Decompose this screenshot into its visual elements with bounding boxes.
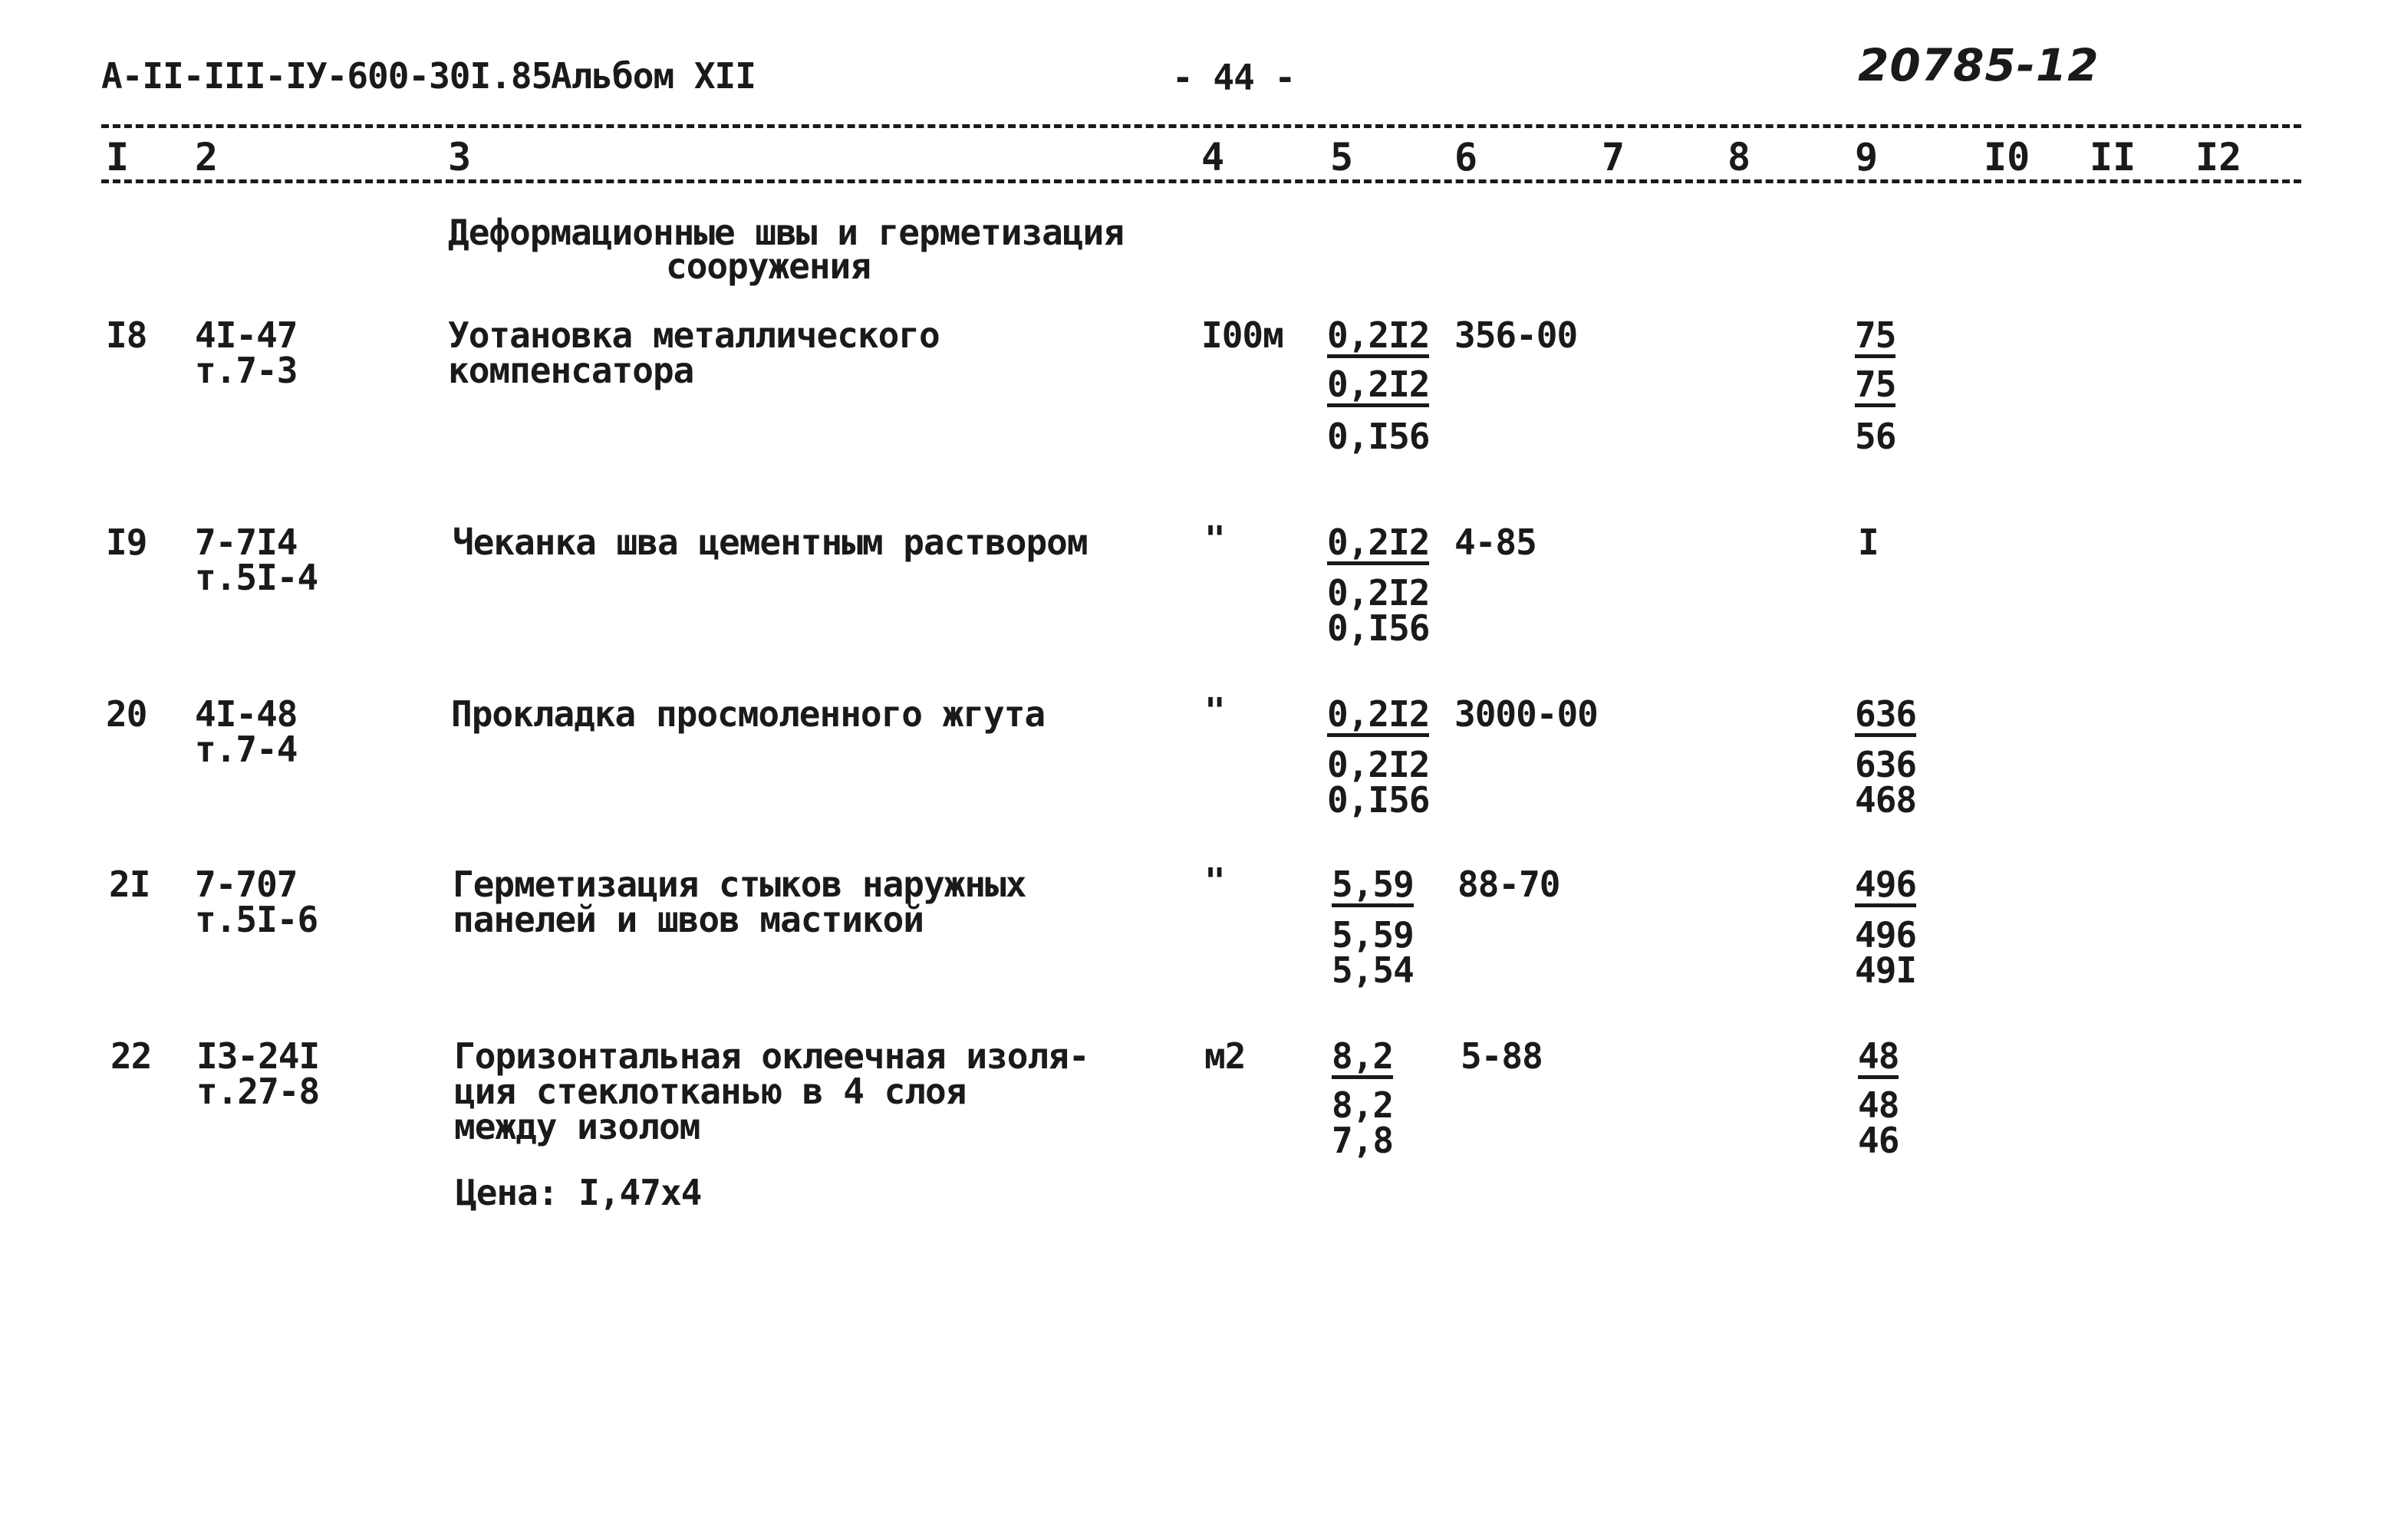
quantity-value: 7,8 xyxy=(1332,1120,1394,1161)
document-code: А-II-III-IУ-600-30I.85 xyxy=(101,55,552,97)
norm-code: 7-707 т.5I-6 xyxy=(195,864,318,940)
norm-code: 4I-47 т.7-3 xyxy=(195,314,298,391)
quantity-value: 0,2I2 xyxy=(1327,744,1430,785)
divider-top xyxy=(101,124,2301,128)
total-value: 48 xyxy=(1858,1084,1899,1126)
work-description: Уотановка металлического компенсатора xyxy=(448,314,940,391)
work-description: Чеканка шва цементным раствором xyxy=(453,522,1088,563)
total-value: 75 xyxy=(1855,367,1895,407)
norm-code: 7-7I4 т.5I-4 xyxy=(195,522,318,598)
column-number: 6 xyxy=(1454,135,1478,179)
quantity-value: 5,59 xyxy=(1332,867,1414,907)
column-number: 3 xyxy=(448,135,472,179)
column-number: II xyxy=(2090,135,2136,179)
unit-price: 88-70 xyxy=(1457,864,1560,905)
total-value: 636 xyxy=(1855,744,1917,785)
total-value: 48 xyxy=(1858,1038,1899,1079)
quantity-value: 0,2I2 xyxy=(1327,525,1429,565)
total-value: 56 xyxy=(1855,416,1896,457)
norm-code: I3-24I т.27-8 xyxy=(196,1035,320,1112)
work-description: Горизонтальная оклеечная изоля- ция стеклотканью в 4 слоя между изолом xyxy=(454,1035,1089,1147)
total-value: 46 xyxy=(1858,1120,1899,1161)
row-number: 20 xyxy=(106,693,147,735)
quantity-value: 8,2 xyxy=(1332,1084,1394,1126)
total-value: 49I xyxy=(1855,949,1917,991)
page-number: - 44 - xyxy=(1172,57,1296,98)
row-number: I9 xyxy=(106,522,147,563)
unit-price: 3000-00 xyxy=(1454,693,1598,735)
quantity-value: 0,2I2 xyxy=(1327,696,1429,737)
quantity-value: 8,2 xyxy=(1332,1038,1393,1079)
work-description: Прокладка просмоленного жгута xyxy=(451,693,1046,735)
column-number: 8 xyxy=(1727,135,1751,179)
total-value: 636 xyxy=(1855,696,1916,737)
row-number: I8 xyxy=(106,314,147,356)
total-value: 75 xyxy=(1855,318,1895,358)
divider-bottom xyxy=(101,179,2301,183)
quantity-value: 0,2I2 xyxy=(1327,572,1430,614)
total-value: 496 xyxy=(1855,867,1916,907)
column-number: 5 xyxy=(1330,135,1354,179)
total-value: I xyxy=(1858,522,1879,563)
unit: " xyxy=(1204,518,1225,560)
column-number: I0 xyxy=(1984,135,2030,179)
norm-code: 4I-48 т.7-4 xyxy=(195,693,298,770)
section-title-line1: Деформационные швы и герметизация xyxy=(448,212,1124,253)
quantity-value: 0,2I2 xyxy=(1327,367,1429,407)
column-number: I2 xyxy=(2195,135,2242,179)
quantity-value: 0,I56 xyxy=(1327,779,1430,821)
total-value: 468 xyxy=(1855,779,1917,821)
row-number: 22 xyxy=(110,1035,152,1077)
total-value: 496 xyxy=(1855,914,1917,956)
quantity-value: 5,54 xyxy=(1332,949,1414,991)
row-number: 2I xyxy=(109,864,150,905)
column-number: 9 xyxy=(1855,135,1879,179)
unit: м2 xyxy=(1204,1035,1246,1077)
unit-price: 4-85 xyxy=(1454,522,1536,563)
column-number: 2 xyxy=(195,135,219,179)
quantity-value: 0,I56 xyxy=(1327,416,1430,457)
column-number: I xyxy=(106,135,130,179)
unit: " xyxy=(1204,860,1225,902)
unit: " xyxy=(1204,690,1225,732)
quantity-value: 0,2I2 xyxy=(1327,318,1429,358)
unit-price: 356-00 xyxy=(1454,314,1578,356)
column-number: 7 xyxy=(1602,135,1625,179)
album-label: Альбом XII xyxy=(551,55,756,97)
unit: I00м xyxy=(1201,314,1283,356)
section-title-line2: сооружения xyxy=(666,245,871,287)
handwritten-number: 20785-12 xyxy=(1858,39,2100,91)
quantity-value: 5,59 xyxy=(1332,914,1414,956)
work-description: Герметизация стыков наружных панелей и швов мастикой xyxy=(453,864,1026,940)
price-note: Цена: I,47х4 xyxy=(456,1172,702,1213)
quantity-value: 0,I56 xyxy=(1327,607,1430,649)
unit-price: 5-88 xyxy=(1461,1035,1543,1077)
column-number: 4 xyxy=(1201,135,1225,179)
